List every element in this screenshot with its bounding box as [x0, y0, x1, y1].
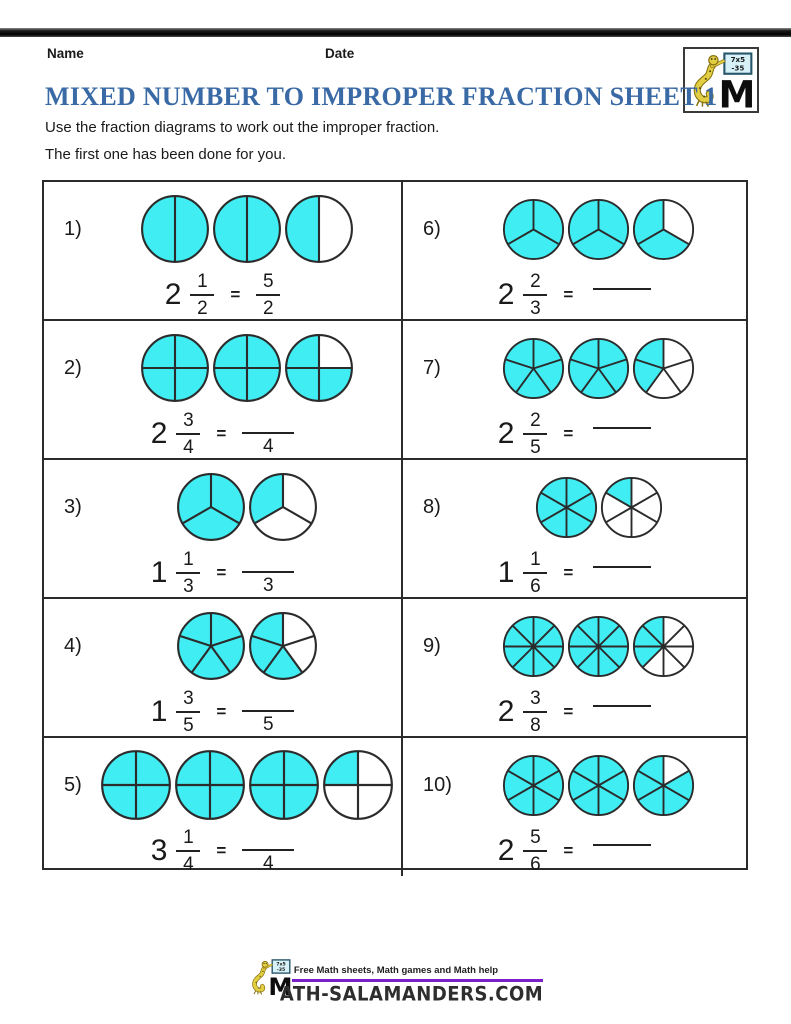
answer-area: [589, 564, 651, 582]
fraction-circle: [248, 472, 318, 542]
answer-area: [589, 842, 651, 860]
fraction-circle: [502, 198, 565, 261]
equation: [44, 687, 401, 737]
problem-number: 5): [64, 774, 82, 796]
fraction-circle: [176, 472, 246, 542]
equals-sign: =: [563, 563, 574, 582]
fraction-diagram: [451, 468, 746, 546]
fraction-circle: [567, 198, 630, 261]
answer-denominator: 5: [263, 714, 274, 735]
fraction-circle: [502, 337, 565, 400]
fraction-denominator: 8: [530, 715, 541, 736]
fraction-circle: [502, 754, 565, 817]
problem-number: 6): [423, 218, 441, 240]
answer-denominator: 4: [263, 853, 274, 874]
fraction-circle: [600, 476, 663, 539]
equation: [403, 826, 746, 876]
mixed-fraction: [523, 411, 547, 457]
answer-blank-line: [593, 705, 651, 707]
fraction-denominator: 6: [530, 576, 541, 597]
fraction-circle: [140, 194, 210, 264]
equals-sign: =: [563, 702, 574, 721]
fraction-circle: [322, 749, 394, 821]
answer-blank-fraction: [242, 690, 294, 734]
answer-blank-numerator: [242, 690, 294, 712]
fraction-circle: [632, 615, 695, 678]
instruction-line-2: The first one has been done for you.: [45, 146, 286, 163]
problem-cell: [44, 460, 403, 599]
mixed-fraction: [523, 272, 547, 318]
fraction-diagram: [451, 746, 746, 824]
equation: [44, 826, 401, 876]
whole-number: 2: [497, 278, 515, 311]
equals-sign: =: [563, 285, 574, 304]
fraction-numerator: 2: [523, 272, 547, 296]
fraction-circle: [567, 337, 630, 400]
answer-blank-line: [593, 288, 651, 290]
fraction-circle: [632, 337, 695, 400]
problem-number: 1): [64, 218, 82, 240]
mixed-fraction: [176, 550, 200, 596]
name-label: Name: [47, 46, 84, 61]
problem-number: 10): [423, 774, 452, 796]
top-divider-bar: [0, 28, 791, 37]
fraction-diagram: [92, 607, 401, 685]
mixed-fraction: [176, 689, 200, 735]
fraction-numerator: 2: [523, 411, 547, 435]
fraction-diagram: [92, 329, 401, 407]
problem-number: 2): [64, 357, 82, 379]
fraction-numerator: 3: [176, 689, 200, 713]
whole-number: 2: [164, 278, 182, 311]
whole-number: 1: [150, 695, 168, 728]
answer-blank-fraction: [242, 412, 294, 456]
whole-number: 1: [497, 556, 515, 589]
equation: [44, 270, 401, 320]
answer-area: [589, 425, 651, 443]
footer-site-name: ATH-SALAMANDERS.COM: [279, 983, 544, 1006]
fraction-denominator: 2: [197, 298, 208, 319]
problem-cell: [44, 599, 403, 738]
fraction-circle: [632, 754, 695, 817]
answer-area: [242, 412, 294, 456]
fraction-circle: [567, 754, 630, 817]
mixed-fraction: [523, 828, 547, 874]
fraction-circle: [100, 749, 172, 821]
answer-area: [242, 690, 294, 734]
answer-area: [589, 286, 651, 304]
fraction-numerator: 5: [523, 828, 547, 852]
answer-blank-fraction: [242, 551, 294, 595]
answer-denominator: 4: [263, 436, 274, 457]
answer-area: [256, 272, 280, 318]
problem-cell: [44, 182, 403, 321]
answer-blank-line: [593, 566, 651, 568]
equals-sign: =: [216, 424, 227, 443]
answer-blank-numerator: [242, 829, 294, 851]
answer-blank-line: [593, 427, 651, 429]
equals-sign: =: [216, 841, 227, 860]
mixed-fraction: [523, 689, 547, 735]
answer-area: [242, 551, 294, 595]
fraction-circle: [248, 749, 320, 821]
equation: [44, 548, 401, 598]
mixed-fraction: [176, 411, 200, 457]
fraction-circle: [248, 611, 318, 681]
fraction-denominator: 4: [183, 437, 194, 458]
fraction-numerator: 1: [190, 272, 214, 296]
footer-tagline: Free Math sheets, Math games and Math help: [292, 964, 543, 982]
problem-cell: [403, 738, 746, 876]
answer-area: [242, 829, 294, 873]
fraction-circle: [502, 615, 565, 678]
fraction-circle: [284, 194, 354, 264]
fraction-denominator: 5: [183, 715, 194, 736]
equals-sign: =: [563, 841, 574, 860]
problem-number: 4): [64, 635, 82, 657]
problem-cell: [403, 182, 746, 321]
problems-table: [42, 180, 748, 875]
equation: [403, 687, 746, 737]
fraction-denominator: 5: [530, 437, 541, 458]
fraction-diagram: [92, 468, 401, 546]
problem-cell: [403, 460, 746, 599]
answer-fraction: [256, 272, 280, 318]
page-title: MIXED NUMBER TO IMPROPER FRACTION SHEET 1: [45, 82, 718, 111]
answer-blank-numerator: [242, 551, 294, 573]
fraction-circle: [212, 194, 282, 264]
whole-number: 1: [150, 556, 168, 589]
fraction-diagram: [451, 329, 746, 407]
instruction-line-1: Use the fraction diagrams to work out the improper fraction.: [45, 119, 440, 136]
mixed-fraction: [523, 550, 547, 596]
fraction-circle: [176, 611, 246, 681]
whole-number: 2: [150, 417, 168, 450]
fraction-numerator: 3: [523, 689, 547, 713]
whole-number: 2: [497, 834, 515, 867]
problem-number: 7): [423, 357, 441, 379]
fraction-diagram: [451, 607, 746, 685]
fraction-numerator: 1: [523, 550, 547, 574]
equals-sign: =: [563, 424, 574, 443]
fraction-circle: [632, 198, 695, 261]
fraction-denominator: 6: [530, 854, 541, 875]
fraction-diagram: [92, 746, 401, 824]
mixed-fraction: [176, 828, 200, 874]
equals-sign: =: [216, 563, 227, 582]
answer-denominator: 3: [263, 575, 274, 596]
problem-cell: [44, 738, 403, 876]
answer-numerator: 5: [256, 272, 280, 296]
fraction-diagram: [92, 190, 401, 268]
fraction-numerator: 1: [176, 550, 200, 574]
problem-number: 9): [423, 635, 441, 657]
problem-number: 3): [64, 496, 82, 518]
fraction-numerator: 3: [176, 411, 200, 435]
fraction-circle: [535, 476, 598, 539]
fraction-denominator: 3: [530, 298, 541, 319]
problem-cell: [403, 321, 746, 460]
fraction-circle: [212, 333, 282, 403]
answer-area: [589, 703, 651, 721]
equals-sign: =: [230, 285, 241, 304]
fraction-numerator: 1: [176, 828, 200, 852]
fraction-diagram: [451, 190, 746, 268]
answer-denominator: 2: [263, 298, 274, 319]
equation: [403, 409, 746, 459]
date-label: Date: [325, 46, 355, 61]
equation: [403, 270, 746, 320]
fraction-circle: [174, 749, 246, 821]
problem-number: 8): [423, 496, 441, 518]
problem-cell: [403, 599, 746, 738]
whole-number: 2: [497, 695, 515, 728]
whole-number: 2: [497, 417, 515, 450]
footer: [0, 958, 791, 1005]
answer-blank-numerator: [242, 412, 294, 434]
whole-number: 3: [150, 834, 168, 867]
fraction-circle: [567, 615, 630, 678]
equals-sign: =: [216, 702, 227, 721]
equation: [44, 409, 401, 459]
fraction-circle: [284, 333, 354, 403]
answer-blank-fraction: [242, 829, 294, 873]
fraction-denominator: 4: [183, 854, 194, 875]
fraction-denominator: 3: [183, 576, 194, 597]
answer-blank-line: [593, 844, 651, 846]
problem-cell: [44, 321, 403, 460]
mixed-fraction: [190, 272, 214, 318]
equation: [403, 548, 746, 598]
fraction-circle: [140, 333, 210, 403]
